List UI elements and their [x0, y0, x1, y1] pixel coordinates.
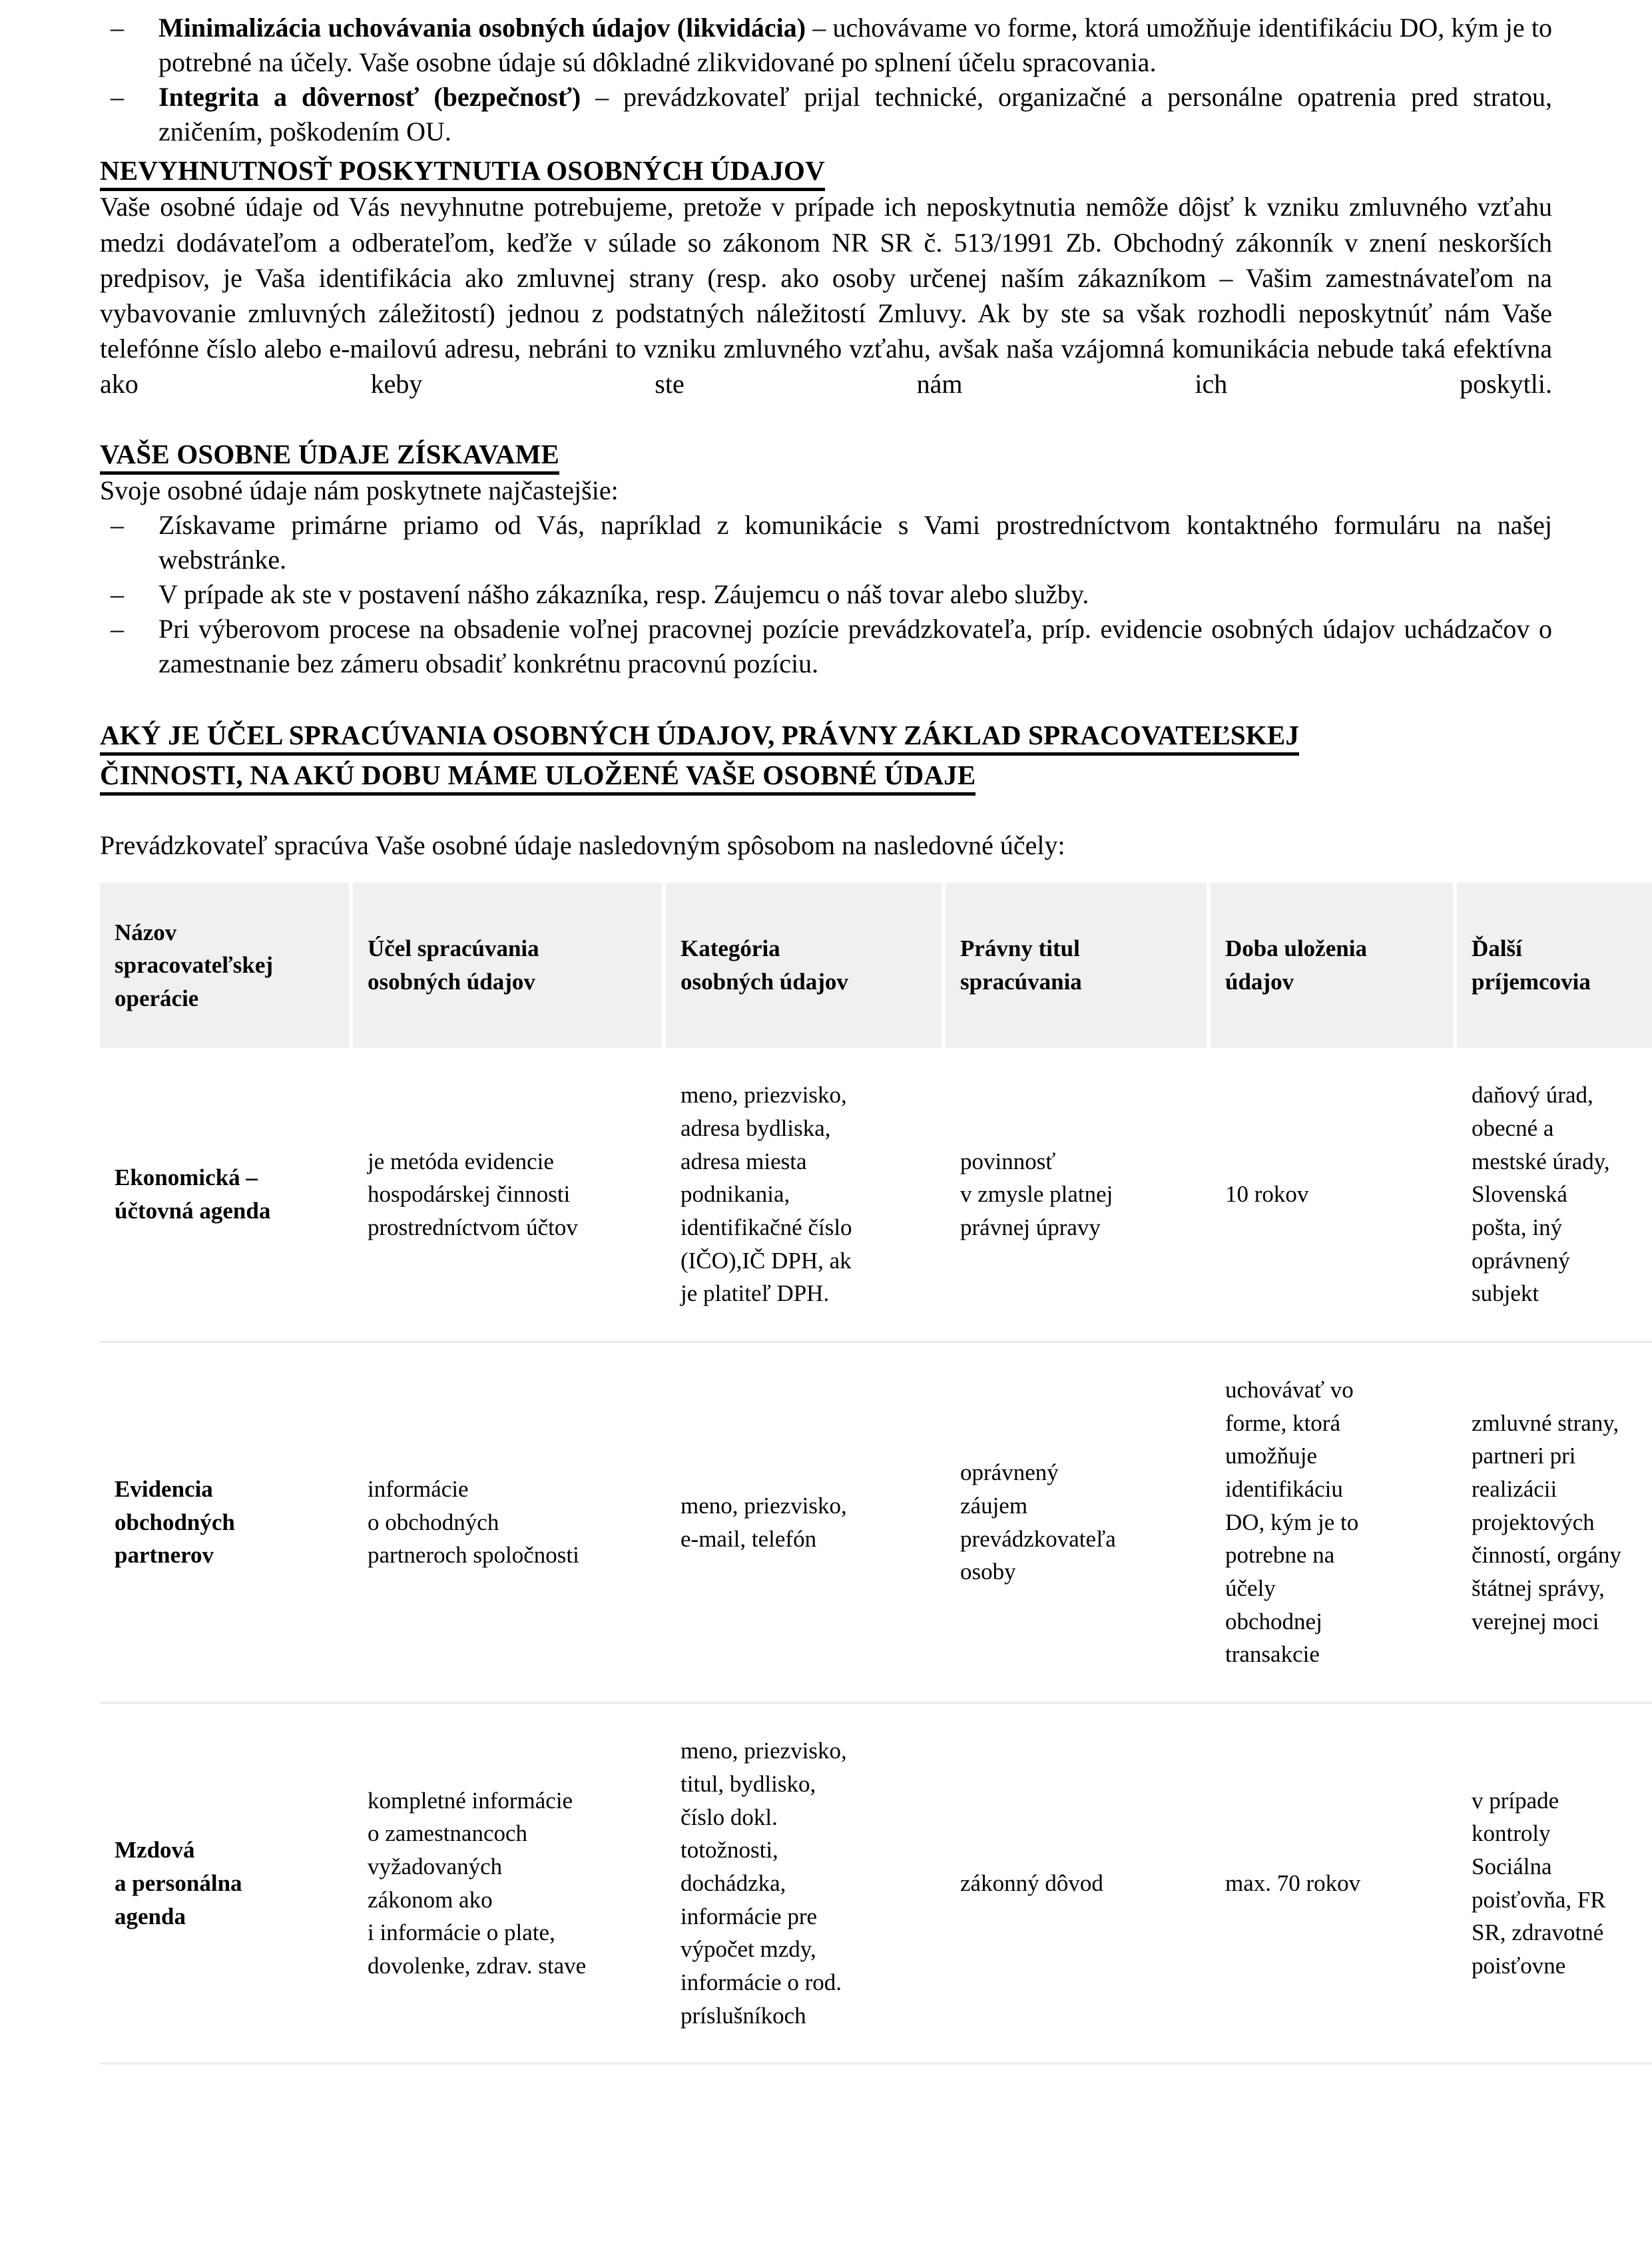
list-item — [100, 11, 1552, 80]
dash-marker: – — [111, 579, 124, 610]
section-heading-line-1: AKÝ JE ÚČEL SPRACÚVANIA OSOBNÝCH ÚDAJOV, PRÁVNY ZÁKLAD SPRACOVATEĽSKEJ — [100, 720, 1299, 756]
cell-retention: 10 rokov — [1211, 1048, 1457, 1343]
collection-bullet-list — [100, 508, 1552, 681]
dash-marker: – — [111, 13, 124, 43]
cell-retention: uchovávať vo forme, ktorá umožňuje identifikáciu DO, kým je to potrebne na účely obchodnej transakcie — [1211, 1343, 1457, 1704]
section-paragraph-necessity: Vaše osobné údaje od Vás nevyhnutne potrebujeme, pretože v prípade ich neposkytnutia nemôže dôjsť k vzniku zmluvného vzťahu medzi dodávateľom a odberateľom, keďže v súlade so zákonom NR SR č. 513/1991 Zb. Obchodný zákonník v znení neskorších predpisov, je Vaša identifikácia ako zmluvnej strany (resp. ako osoby určenej naším zákazníkom – Vašim zamestnávateľom na vybavovanie zmluvných záležitostí) jednou z podstatných náležitostí Zmluvy. Ak by ste sa však rozhodli neposkytnúť nám Vaše telefónne číslo alebo e-mailovú adresu, nebráni to vzniku zmluvného vzťahu, avšak naša vzájomná komunikácia nebude taká efektívna ako keby ste nám ich poskytli. — [100, 192, 1552, 399]
list-item-text: Pri výberovom procese na obsadenie voľnej pracovnej pozície prevádzkovateľa, príp. evidencie osobných údajov uchádzačov o zamestnanie bez zámeru obsadiť konkrétnu pracovnú pozíciu. — [158, 614, 1552, 679]
list-item — [100, 80, 1552, 149]
cell-purpose: informácie o obchodných partneroch spoločnosti — [353, 1343, 666, 1704]
list-item — [100, 612, 1552, 681]
cell-legal-title: povinnosť v zmysle platnej právnej úpravy — [946, 1048, 1211, 1343]
list-item — [100, 508, 1552, 577]
cell-operation-name: Mzdová a personálna agenda — [100, 1704, 353, 2065]
table-row — [100, 1704, 1652, 2065]
column-header-recipients: Ďalší príjemcovia — [1457, 883, 1652, 1048]
cell-operation-name: Ekonomická – účtovná agenda — [100, 1048, 353, 1343]
cell-legal-title: zákonný dôvod — [946, 1704, 1211, 2065]
list-item-text: V prípade ak ste v postavení nášho zákazníka, resp. Záujemcu o náš tovar alebo služby. — [158, 579, 1089, 610]
cell-recipients: daňový úrad, obecné a mestské úrady, Slovenská pošta, iný oprávnený subjekt — [1457, 1048, 1652, 1343]
cell-purpose: je metóda evidencie hospodárskej činnosti prostredníctvom účtov — [353, 1048, 666, 1343]
section-heading-necessity — [100, 153, 1552, 188]
table-row — [100, 1048, 1652, 1343]
processing-operations-table — [100, 883, 1652, 2065]
table-head — [100, 883, 1652, 1048]
cell-legal-title: oprávnený záujem prevádzkovateľa osoby — [946, 1343, 1211, 1704]
column-header-purpose: Účel spracúvania osobných údajov — [353, 883, 666, 1048]
cell-category: meno, priezvisko, adresa bydliska, adresa miesta podnikania, identifikačné číslo (IČO),IČ DPH, ak je platiteľ DPH. — [666, 1048, 946, 1343]
list-item-text: Získavame primárne priamo od Vás, napríklad z komunikácie s Vami prostredníctvom kontaktného formuláru na našej webstránke. — [158, 510, 1552, 575]
table-header-row — [100, 883, 1652, 1048]
dash-marker: – — [111, 614, 124, 644]
column-header-legal-title: Právny titul spracúvania — [946, 883, 1211, 1048]
list-item — [100, 577, 1552, 612]
column-header-category: Kategória osobných údajov — [666, 883, 946, 1048]
cell-retention: max. 70 rokov — [1211, 1704, 1457, 2065]
cell-category: meno, priezvisko, titul, bydlisko, číslo dokl. totožnosti, dochádzka, informácie pre výpočet mzdy, informácie o rod. príslušníkoch — [666, 1704, 946, 2065]
cell-purpose: kompletné informácie o zamestnancoch vyžadovaných zákonom ako i informácie o plate, dovolenke, zdrav. stave — [353, 1704, 666, 2065]
section-heading-line-2: ČINNOSTI, NA AKÚ DOBU MÁME ULOŽENÉ VAŠE OSOBNÉ ÚDAJE — [100, 760, 975, 796]
dash-marker: – — [111, 510, 124, 541]
table-row — [100, 1343, 1652, 1704]
dash-marker: – — [111, 82, 124, 112]
list-item-term: Integrita a dôvernosť (bezpečnosť) — [158, 82, 581, 112]
cell-category: meno, priezvisko, e-mail, telefón — [666, 1343, 946, 1704]
section-heading-text: NEVYHNUTNOSŤ POSKYTNUTIA OSOBNÝCH ÚDAJOV — [100, 155, 825, 191]
table-body — [100, 1048, 1652, 2065]
column-header-operation-name: Názov spracovateľskej operácie — [100, 883, 353, 1048]
cell-recipients: zmluvné strany, partneri pri realizácii projektových činností, orgány štátnej správy, verejnej moci — [1457, 1343, 1652, 1704]
cell-recipients: v prípade kontroly Sociálna poisťovňa, FR SR, zdravotné poisťovne — [1457, 1704, 1652, 2065]
cell-operation-name: Evidencia obchodných partnerov — [100, 1343, 353, 1704]
table-intro-text: Prevádzkovateľ spracúva Vaše osobné údaje nasledovným spôsobom na nasledovné účely: — [100, 830, 1065, 860]
section-heading-text: VAŠE OSOBNE ÚDAJE ZÍSKAVAME — [100, 439, 559, 475]
principles-bullet-list — [100, 11, 1552, 149]
list-item-text: – uchovávame vo forme, ktorá umožňuje identifikáciu DO, kým je to potrebné na účely. Vaše osobne údaje sú dôkladné zlikvidované po splnení účelu spracovania. — [158, 13, 1553, 77]
list-item-text: – prevádzkovateľ prijal technické, organizačné a personálne opatrenia pred stratou, zničením, poškodením OU. — [158, 82, 1553, 146]
list-item-term: Minimalizácia uchovávania osobných údajov (likvidácia) — [158, 13, 806, 43]
section-heading-purpose — [100, 716, 1552, 796]
section-heading-collection — [100, 437, 1552, 471]
processing-operations-table-wrap — [100, 883, 1621, 2065]
column-header-retention: Doba uloženia údajov — [1211, 883, 1457, 1048]
section-lead-collection: Svoje osobné údaje nám poskytnete najčastejšie: — [100, 475, 619, 506]
